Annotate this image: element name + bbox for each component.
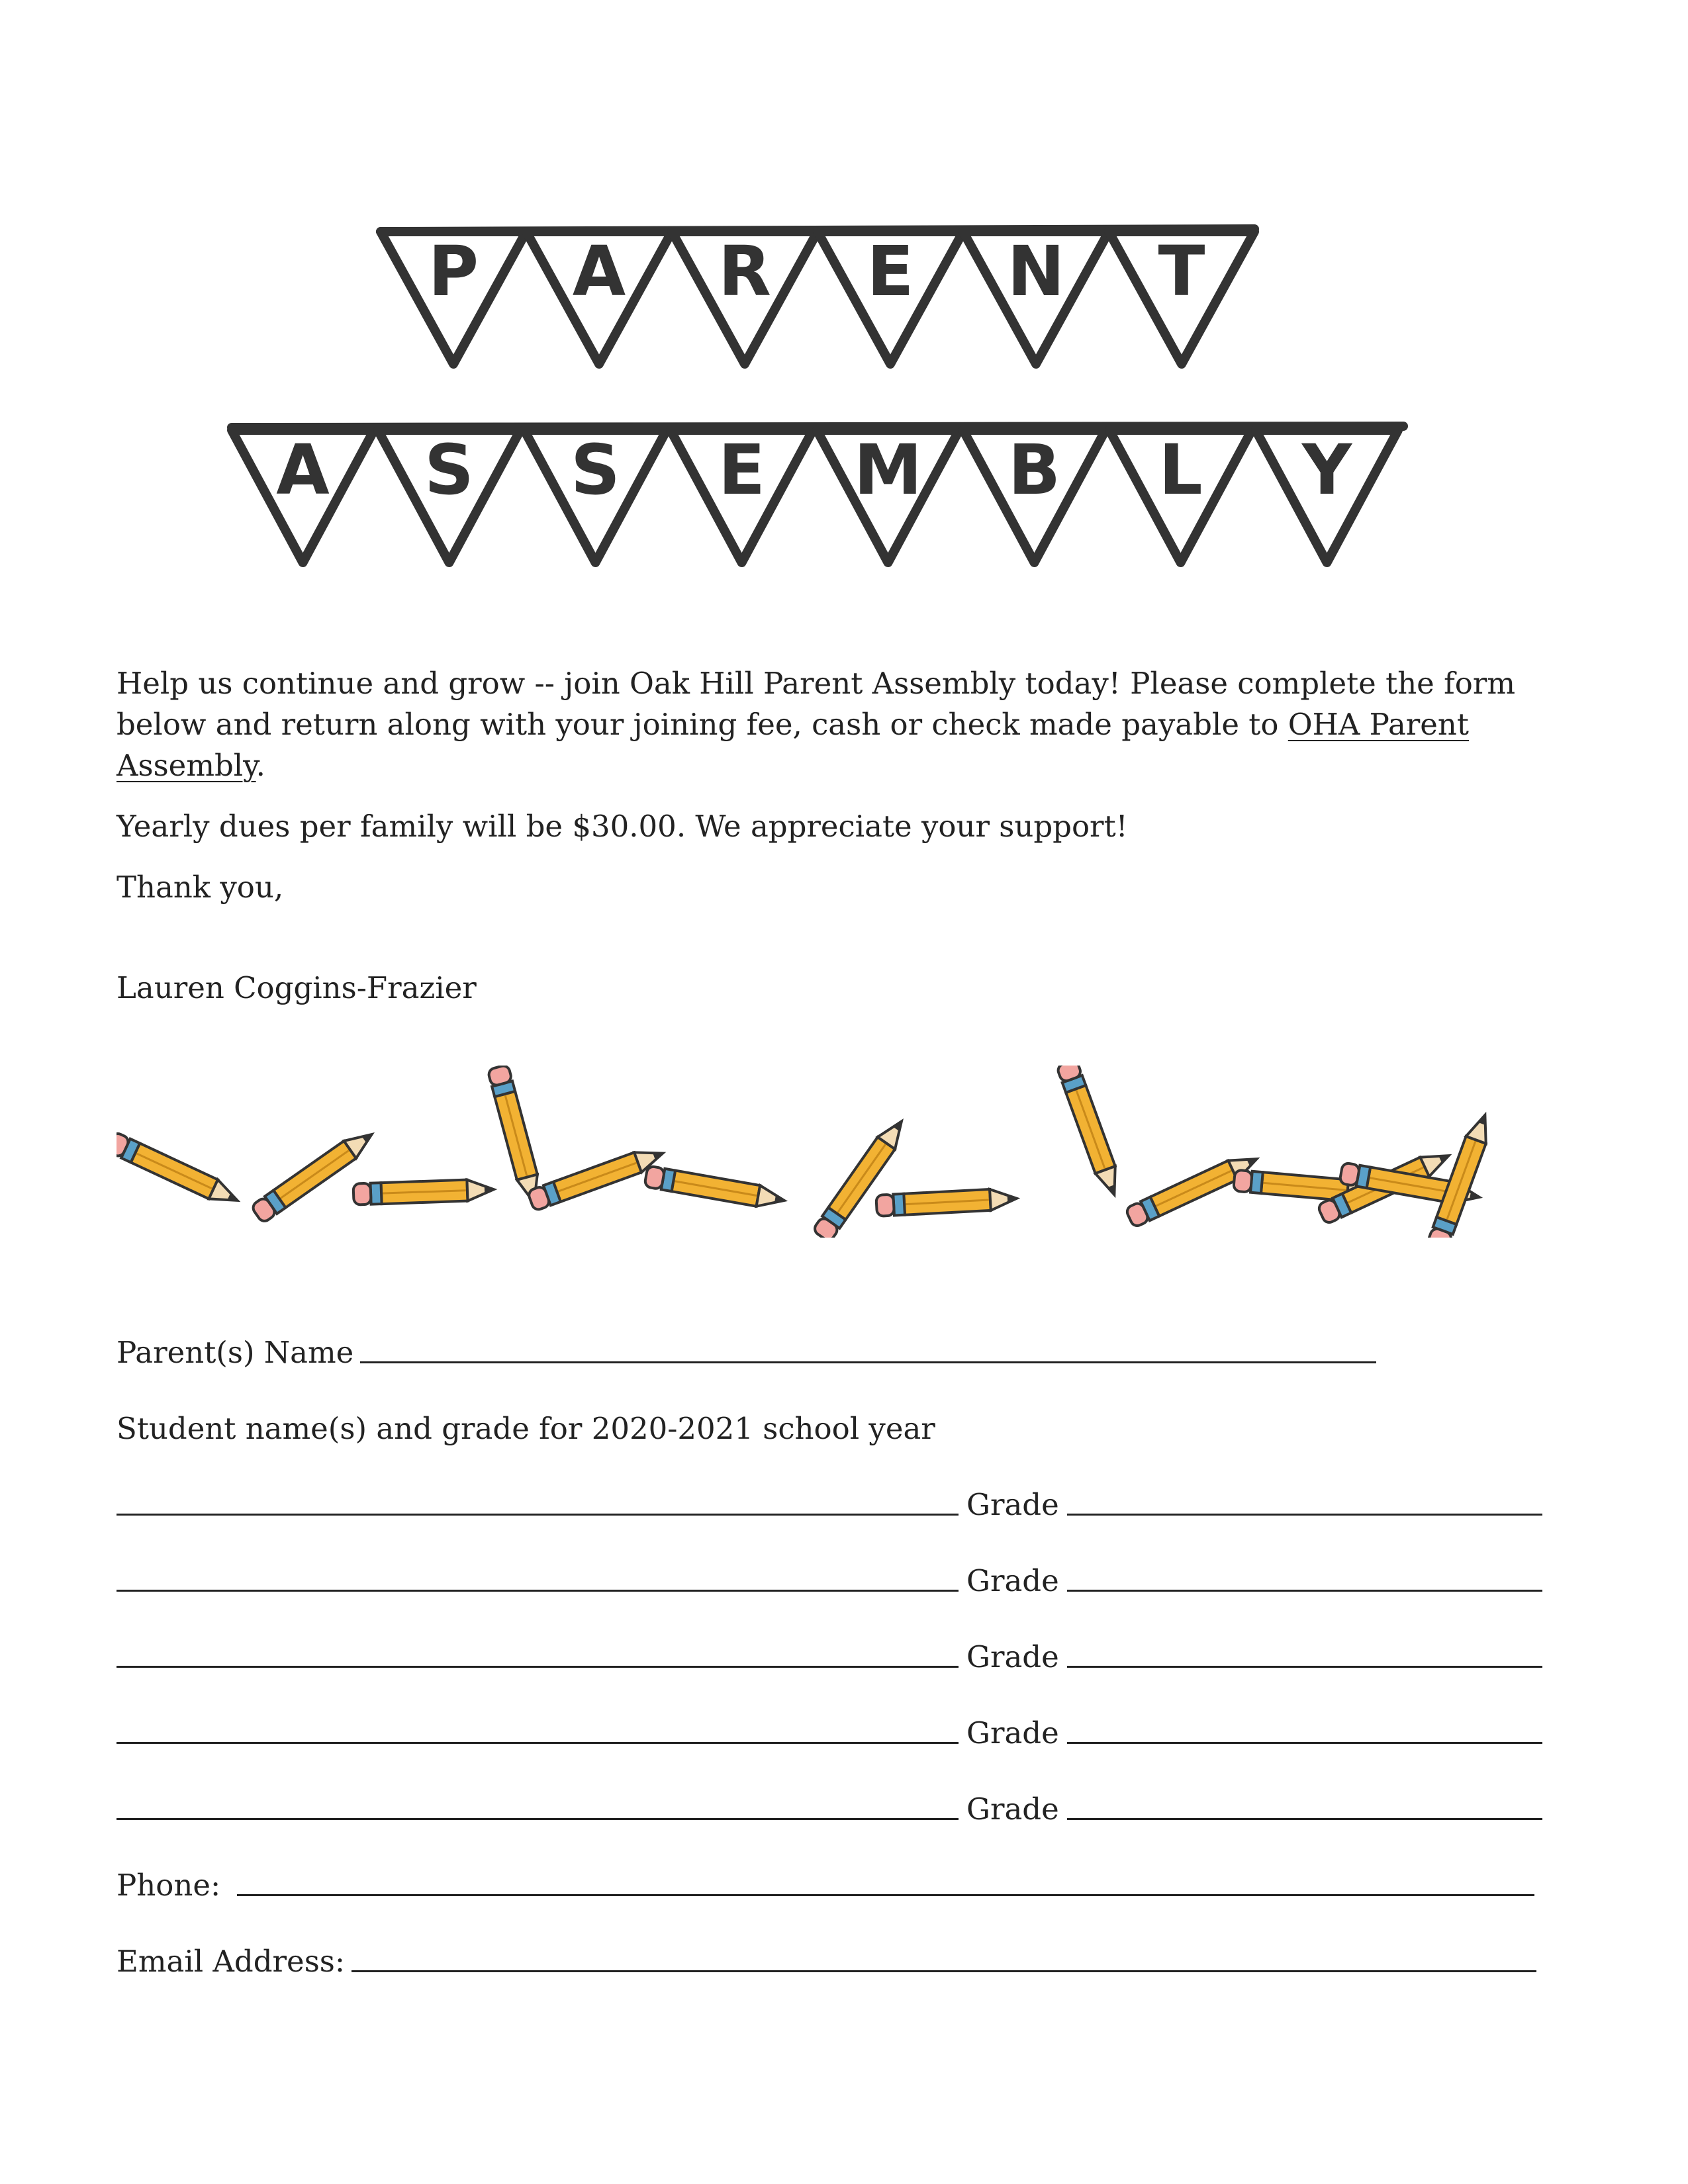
pennant-letter: Y [1301, 430, 1352, 510]
parent-name-field[interactable] [360, 1361, 1376, 1363]
pennant-letter: P [428, 231, 479, 312]
pennant-letter: T [1158, 231, 1205, 312]
signature: Lauren Coggins-Frazier [117, 970, 477, 1005]
pencil-icon [876, 1188, 1017, 1216]
student-row [117, 1780, 1542, 1827]
pencil-icon [644, 1165, 786, 1210]
email-field[interactable] [352, 1970, 1536, 1972]
pencil-icon [353, 1179, 494, 1205]
grade-label: Grade [966, 1792, 1059, 1827]
pennant-letter: N [1007, 231, 1065, 312]
banner-assembly [0, 417, 1688, 576]
pennant-letter: S [571, 430, 620, 510]
intro-paragraph [117, 663, 1520, 786]
grade-label: Grade [966, 1715, 1059, 1751]
pencil-icon [487, 1066, 544, 1205]
pennant-letter: B [1008, 430, 1061, 510]
banner-parent [0, 218, 1688, 377]
student-row [117, 1552, 1542, 1598]
pencil-icon [251, 1126, 378, 1224]
grade-field[interactable] [1067, 1514, 1542, 1516]
parent-name-row [117, 1324, 1376, 1370]
pennant-letter: R [718, 231, 772, 312]
pencil-icon [117, 1132, 242, 1210]
grade-field[interactable] [1067, 1590, 1542, 1592]
pencil-border [117, 1066, 1573, 1238]
student-name-field[interactable] [117, 1590, 959, 1592]
pencil-icon [1056, 1066, 1125, 1199]
dues-line: Yearly dues per family will be $30.00. We appreciate your support! [117, 809, 1128, 844]
pennant-letter: A [276, 430, 330, 510]
payee-name: OHA Parent Assembly [117, 707, 1469, 783]
student-name-field[interactable] [117, 1514, 959, 1516]
pennant-letter: E [867, 231, 914, 312]
pennant-letter: A [572, 231, 626, 312]
grade-label: Grade [966, 1563, 1059, 1598]
grade-field[interactable] [1067, 1818, 1542, 1820]
intro-text [117, 663, 1520, 1028]
pennant-letter: L [1158, 430, 1203, 510]
pencil-border-svg [117, 1066, 1573, 1238]
grade-label: Grade [966, 1639, 1059, 1674]
pencil-icon [812, 1115, 910, 1238]
intro-period: . [256, 748, 265, 783]
student-name-field[interactable] [117, 1818, 959, 1820]
grade-field[interactable] [1067, 1666, 1542, 1668]
pennant-letter: E [718, 430, 766, 510]
email-label: Email Address: [117, 1944, 346, 1979]
pennant-letter: M [853, 430, 923, 510]
student-row [117, 1476, 1542, 1522]
student-heading: Student name(s) and grade for 2020-2021 school year [117, 1411, 935, 1446]
student-row [117, 1628, 1542, 1674]
banner-parent-svg [0, 218, 1688, 377]
banner-assembly-svg [0, 417, 1688, 576]
phone-row [117, 1856, 1534, 1903]
thanks-line: Thank you, [117, 870, 284, 905]
student-heading-row [117, 1400, 942, 1446]
student-name-field[interactable] [117, 1742, 959, 1744]
intro-line: Help us continue and grow -- join Oak Hill Parent Assembly today! Please complete the form below and return along with your joining fee, cash or check made payable to [117, 666, 1516, 742]
parent-name-label: Parent(s) Name [117, 1335, 354, 1370]
email-row [117, 1933, 1536, 1979]
pennant-letter: S [424, 430, 474, 510]
phone-field[interactable] [237, 1894, 1534, 1896]
grade-field[interactable] [1067, 1742, 1542, 1744]
pencil-icon [1427, 1111, 1495, 1238]
grade-label: Grade [966, 1487, 1059, 1522]
student-row [117, 1704, 1542, 1751]
student-name-field[interactable] [117, 1666, 959, 1668]
phone-label: Phone: [117, 1868, 221, 1903]
